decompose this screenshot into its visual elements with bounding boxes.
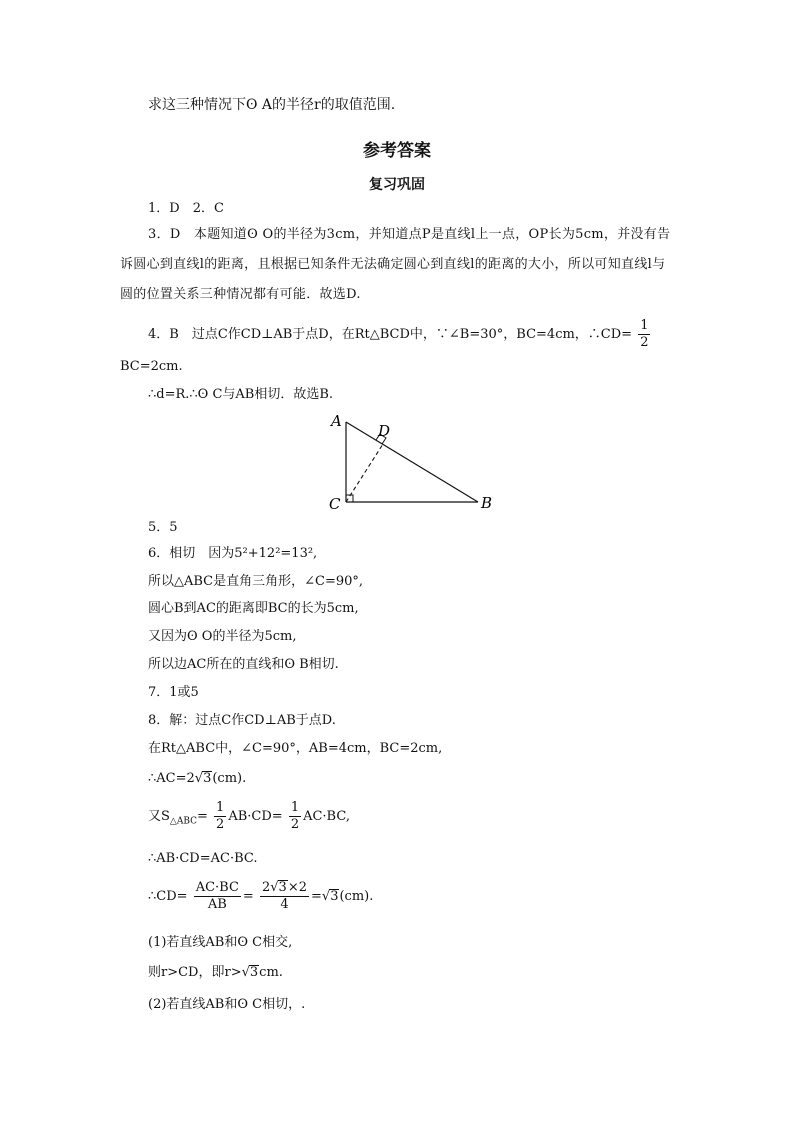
sqrt-sign: √: [270, 880, 279, 895]
fraction-numerator: 1: [216, 800, 225, 815]
area-prefix: 又S: [148, 809, 170, 824]
fraction-numerator: 1: [640, 318, 649, 333]
numerator-coefficient: 2: [261, 880, 271, 895]
sqrt-sign: √: [241, 965, 250, 980]
answer-6-line3: 圆心B到AC的距离即BC的长为5cm,: [148, 601, 359, 616]
fraction-denominator: 2: [216, 817, 225, 832]
cd-suffix: (cm).: [339, 889, 374, 904]
sqrt-radicand: 3: [203, 771, 212, 786]
area-suffix: AC·BC,: [303, 809, 350, 824]
fraction-half: [638, 318, 650, 351]
ac-suffix: (cm).: [212, 771, 247, 786]
answer-4-line2: BC=2cm.: [120, 359, 183, 374]
fraction-numerator: AC·BC: [195, 880, 239, 895]
sqrt-radicand: 3: [249, 965, 259, 980]
range-prefix: 则r>CD，即r>: [148, 965, 242, 980]
vertex-d-label: D: [378, 422, 391, 440]
area-middle: AB·CD=: [228, 809, 283, 824]
fraction-numeric: [260, 880, 309, 913]
fraction-half-1: [214, 800, 226, 833]
answer-7: 7．1或5: [148, 685, 199, 700]
page-title: 参考答案: [363, 141, 431, 161]
fraction-numerator: 1: [290, 800, 300, 815]
sqrt-sign: √: [321, 889, 331, 904]
answer-8-line7: (1)若直线AB和ʘ C相交,: [148, 935, 293, 950]
triangle-figure: [320, 408, 500, 518]
equals-sign: =: [310, 889, 322, 904]
answer-8-line2: 在Rt△ABC中，∠C=90°，AB=4cm，BC=2cm,: [148, 741, 443, 756]
answer-1-2: 1．D 2．C: [148, 201, 224, 216]
fraction-denominator: 2: [640, 335, 649, 350]
answer-8-line8: [148, 964, 283, 982]
vertex-b-label: B: [481, 494, 493, 512]
answer-5: 5．5: [148, 520, 178, 535]
fraction-numerator: [260, 880, 309, 897]
answer-8-line3: [148, 770, 246, 788]
area-subscript: △ABC: [169, 816, 197, 827]
ac-prefix: ∴AC=2: [148, 771, 195, 786]
answer-8-line6: [148, 880, 373, 913]
answer-6-line4: 又因为ʘ O的半径为5cm,: [148, 629, 297, 644]
fraction-ac-bc-over-ab: [194, 880, 241, 913]
numerator-multiplier: ×2: [287, 880, 307, 895]
range-suffix: cm.: [259, 965, 283, 980]
sqrt-radicand: 3: [330, 889, 339, 904]
section-subtitle: 复习巩固: [369, 177, 425, 193]
answer-6-line5: 所以边AC所在的直线和ʘ B相切.: [148, 657, 339, 672]
sqrt-sign: √: [194, 771, 204, 786]
fraction-half-2: [289, 800, 301, 833]
answer-6-line1: 6．相切 因为5²+12²=13²,: [148, 546, 318, 561]
vertex-a-label: A: [331, 412, 342, 430]
sqrt-radicand: 3: [278, 880, 287, 895]
fraction-denominator: 4: [280, 897, 289, 912]
answer-4-line3: ∴d=R.∴ʘ C与AB相切．故选B.: [148, 387, 334, 402]
fraction-denominator: 2: [290, 817, 300, 832]
equals-sign: =: [197, 809, 208, 824]
intro-line: 求这三种情况下ʘ A的半径r的取值范围.: [148, 97, 396, 113]
answer-8-line4: [148, 800, 350, 833]
answer-4-text: 4．B 过点C作CD⊥AB于点D，在Rt△BCD中，∵∠B=30°，BC=4cm，∴CD=: [148, 327, 633, 342]
answer-8-line9: (2)若直线AB和ʘ C相切，.: [148, 997, 306, 1012]
answer-6-line2: 所以△ABC是直角三角形，∠C=90°,: [148, 574, 364, 589]
answer-8-line5: ∴AB·CD=AC·BC.: [148, 851, 258, 866]
vertex-c-label: C: [329, 495, 341, 513]
answer-4-line1: [148, 318, 652, 351]
fraction-denominator: AB: [207, 897, 227, 912]
equals-sign: =: [242, 889, 254, 904]
answer-3: 3．D 本题知道ʘ O的半径为3cm，并知道点P是直线l上一点，OP长为5cm，并没有告诉圆心到直线l的距离，且根据已知条件无法确定圆心到直线l的距离的大小，所以可知直线l与圆的位置关系三种情况都有可能．故选D.: [120, 227, 671, 302]
answer-8-line1: 8．解：过点C作CD⊥AB于点D.: [148, 713, 336, 728]
cd-prefix: ∴CD=: [148, 889, 188, 904]
